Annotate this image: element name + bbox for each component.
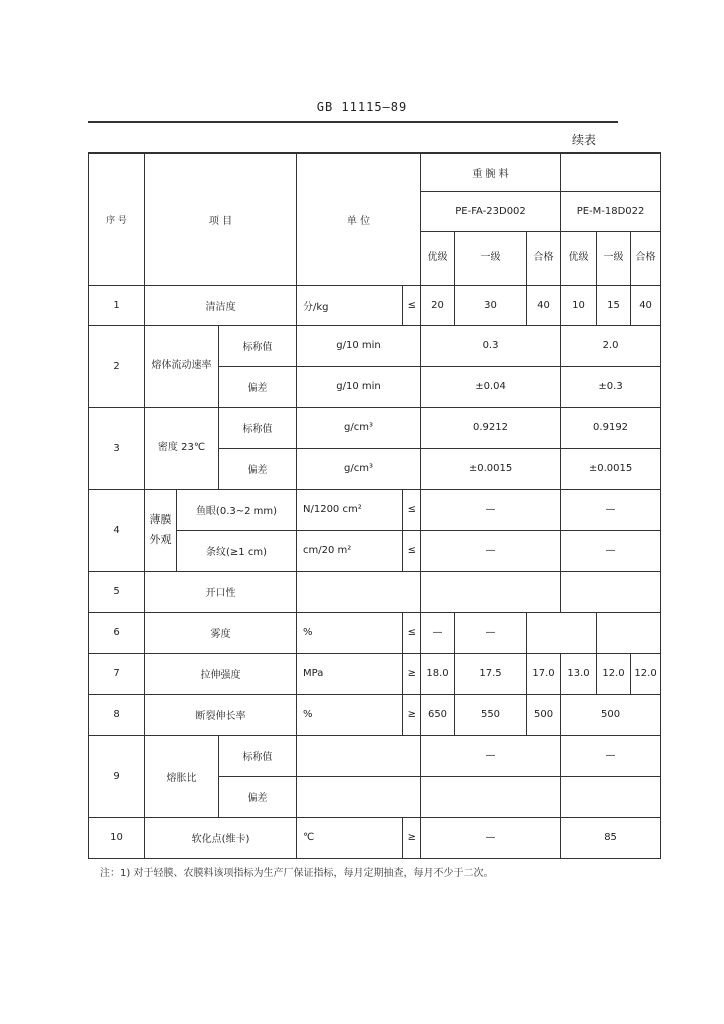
row-symbol: ≥ [403,817,421,858]
row-unit [297,571,421,612]
value-cell: 17.5 [455,653,527,694]
grade-a-1: 优级 [421,231,455,285]
value-cell: 40 [631,285,661,325]
header-item: 项 目 [145,153,297,285]
value-cell: 12.0 [631,653,661,694]
row-subitem: 标称值 [219,407,297,448]
row-subitem: 标称值 [219,325,297,366]
row-symbol: ≤ [403,285,421,325]
row-symbol: ≤ [403,530,421,571]
value-cell: 650 [421,694,455,735]
table-row [89,653,661,694]
value-cell: 10 [561,285,597,325]
row-item: 清洁度 [145,285,297,325]
value-cell: — [421,489,561,530]
table-row [89,571,661,612]
continued-label: 续表 [572,133,597,147]
standard-code-header: GB 11115—89 [316,100,408,114]
value-cell: ±0.0015 [421,448,561,489]
value-cell [527,612,597,653]
row-item: 软化点(维卡) [145,817,297,858]
row-seq: 4 [89,489,145,571]
value-cell [561,571,661,612]
value-cell: — [421,612,455,653]
row-symbol: ≥ [403,694,421,735]
spec-table [88,152,661,859]
value-cell: — [421,735,561,776]
row-seq: 10 [89,817,145,858]
value-cell: 0.9192 [561,407,661,448]
row-item: 拉伸强度 [145,653,297,694]
value-cell: 40 [527,285,561,325]
table-row [89,612,661,653]
row-seq: 1 [89,285,145,325]
row-unit: % [297,694,403,735]
value-cell: 85 [561,817,661,858]
row-seq: 7 [89,653,145,694]
grade-b-1: 优级 [561,231,597,285]
value-cell: ±0.3 [561,366,661,407]
row-seq: 6 [89,612,145,653]
grade-b-2: 一级 [597,231,631,285]
row-group: 熔胀比 [145,735,219,817]
row-subitem: 标称值 [219,735,297,776]
row-seq: 8 [89,694,145,735]
value-cell [421,776,561,817]
row-unit: g/cm³ [297,407,421,448]
value-cell: 550 [455,694,527,735]
value-cell: 13.0 [561,653,597,694]
value-cell: — [455,612,527,653]
row-unit: % [297,612,403,653]
row-seq: 9 [89,735,145,817]
value-cell [561,776,661,817]
row-unit: g/cm³ [297,448,421,489]
row-item: 雾度 [145,612,297,653]
row-unit: MPa [297,653,403,694]
row-subitem: 偏差 [219,448,297,489]
row-group: 密度 23℃ [145,407,219,489]
table-row [89,489,661,530]
row-seq: 2 [89,325,145,407]
value-cell: 500 [527,694,561,735]
value-cell: 18.0 [421,653,455,694]
row-subitem: 偏差 [219,776,297,817]
row-group: 熔体流动速率 [145,325,219,407]
table-row [89,817,661,858]
row-unit: ℃ [297,817,403,858]
row-unit [297,776,421,817]
grade-a-2: 一级 [455,231,527,285]
value-cell: — [421,817,561,858]
row-unit: 分/kg [297,285,403,325]
value-cell: ±0.04 [421,366,561,407]
table-row [89,325,661,366]
header-unit: 单 位 [297,153,421,285]
row-symbol: ≤ [403,489,421,530]
row-subitem: 条纹(≥1 cm) [177,530,297,571]
value-cell: 30 [455,285,527,325]
value-cell: 500 [561,694,661,735]
row-item: 断裂伸长率 [145,694,297,735]
row-unit: g/10 min [297,325,421,366]
header-group-b: PE-M-18D022 [561,191,661,231]
row-symbol: ≤ [403,612,421,653]
row-group: 薄膜外观 [145,489,177,571]
table-footnote: 注：1) 对于轻膜、农膜料该项指标为生产厂保证指标，每月定期抽查，每月不少于二次。 [100,868,494,879]
value-cell [421,571,561,612]
header-group-blank [561,153,661,191]
value-cell: — [561,530,661,571]
value-cell: 12.0 [597,653,631,694]
value-cell: 0.9212 [421,407,561,448]
table-row [89,694,661,735]
row-subitem: 鱼眼(0.3~2 mm) [177,489,297,530]
value-cell: 17.0 [527,653,561,694]
value-cell: — [421,530,561,571]
row-symbol: ≥ [403,653,421,694]
row-unit: N/1200 cm² [297,489,403,530]
header-group-a: PE-FA-23D002 [421,191,561,231]
value-cell: — [561,735,661,776]
table-row [89,407,661,448]
value-cell: 2.0 [561,325,661,366]
value-cell [597,612,661,653]
row-unit: cm/20 m² [297,530,403,571]
table-row [89,735,661,776]
value-cell: 15 [597,285,631,325]
row-subitem: 偏差 [219,366,297,407]
header-rule [88,121,618,123]
table-row [89,285,661,325]
header-group-title: 重 腕 料 [421,153,561,191]
value-cell: 0.3 [421,325,561,366]
row-seq: 5 [89,571,145,612]
row-unit [297,735,421,776]
row-item: 开口性 [145,571,297,612]
value-cell: — [561,489,661,530]
value-cell: ±0.0015 [561,448,661,489]
row-unit: g/10 min [297,366,421,407]
value-cell: 20 [421,285,455,325]
header-seq: 序 号 [89,153,145,285]
grade-a-3: 合格 [527,231,561,285]
row-seq: 3 [89,407,145,489]
grade-b-3: 合格 [631,231,661,285]
